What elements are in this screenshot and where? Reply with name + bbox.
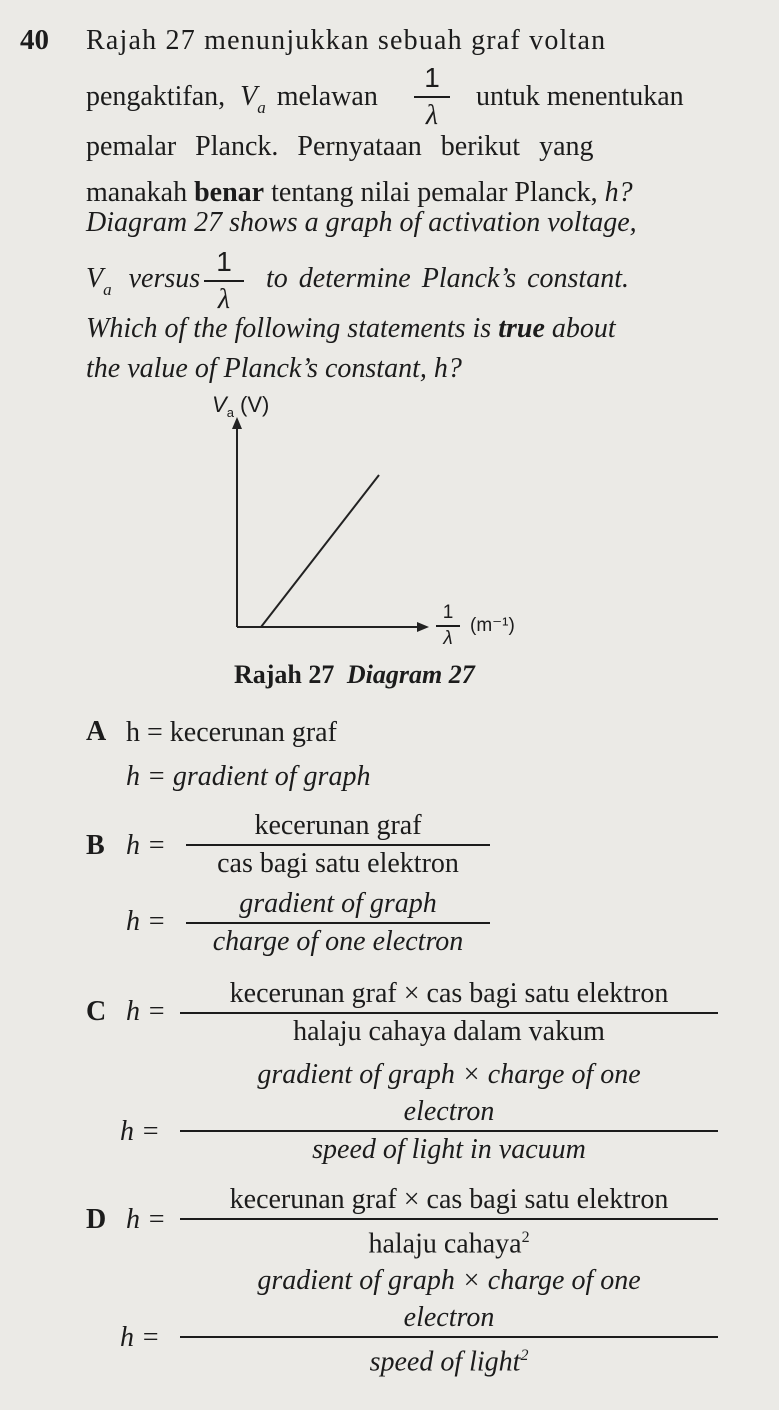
x-axis-label-fraction: 1 λ	[436, 603, 460, 649]
option-b-h-en: h =	[126, 906, 166, 937]
option-d-h-en: h =	[120, 1322, 160, 1353]
option-b-malay-fraction: kecerunan graf cas bagi satu elektron	[186, 810, 490, 880]
english-line-2: $V_a$ versus	[86, 263, 201, 299]
english-line-4: the value of Planck’s constant, h?	[86, 353, 462, 384]
english-line-3: Which of the following statements is true about	[86, 313, 616, 344]
inverse-lambda-fraction-1: 1 λ	[414, 62, 450, 132]
option-b-letter: B	[86, 830, 105, 861]
option-c-english-fraction: electron speed of light in vacuum	[180, 1096, 718, 1166]
x-axis-unit: (m⁻¹)	[470, 615, 515, 636]
option-d-malay-fraction: kecerunan graf × cas bagi satu elektron halaju cahaya$^2$	[180, 1184, 718, 1260]
x-axis-arrow	[417, 622, 429, 632]
option-c-h-en: h =	[120, 1116, 160, 1147]
option-b-h: h =	[126, 830, 166, 861]
option-b-english-fraction: gradient of graph charge of one electron	[186, 888, 490, 958]
malay-determine: untuk menentukan	[476, 81, 684, 112]
malay-line-4: manakah benar tentang nilai pemalar Planck, h?	[86, 177, 633, 208]
diagram-caption: Rajah 27 Diagram 27	[234, 660, 475, 689]
inverse-lambda-fraction-2: 1 λ	[204, 246, 244, 316]
option-d-h: h =	[126, 1204, 166, 1235]
malay-activation-label: pengaktifan,	[86, 81, 226, 112]
question-number: 40	[20, 24, 49, 56]
malay-line-2	[86, 80, 378, 117]
option-d-english-fraction: electron speed of light$^2$	[180, 1302, 718, 1378]
graph-diagram	[225, 415, 445, 640]
option-d-english-num-1: gradient of graph × charge of one	[257, 1265, 641, 1296]
option-c-h: h =	[126, 996, 166, 1027]
va-symbol-en: $V_a$	[86, 263, 112, 299]
english-line-1: Diagram 27 shows a graph of activation voltage,	[86, 207, 637, 238]
y-axis-arrow	[232, 417, 242, 429]
option-d-letter: D	[86, 1204, 107, 1235]
option-a-letter: A	[86, 716, 107, 747]
y-axis-label: $V_a$ (V)	[212, 392, 270, 420]
english-line-2b: to determine Planck’s constant.	[266, 263, 629, 294]
va-symbol: $V_a$	[240, 81, 266, 117]
malay-versus: melawan	[276, 81, 378, 112]
option-a-english: h = gradient of graph	[126, 761, 371, 792]
option-c-malay-fraction: kecerunan graf × cas bagi satu elektron halaju cahaya dalam vakum	[180, 978, 718, 1048]
option-c-english-num-1: gradient of graph × charge of one	[257, 1059, 641, 1090]
malay-line-1: Rajah 27 menunjukkan sebuah graf voltan	[86, 25, 607, 56]
graph-line	[261, 475, 379, 627]
option-a-malay: h = kecerunan graf	[126, 717, 337, 748]
malay-line-3: pemalar Planck. Pernyataan berikut yang	[86, 131, 594, 162]
option-c-letter: C	[86, 996, 107, 1027]
